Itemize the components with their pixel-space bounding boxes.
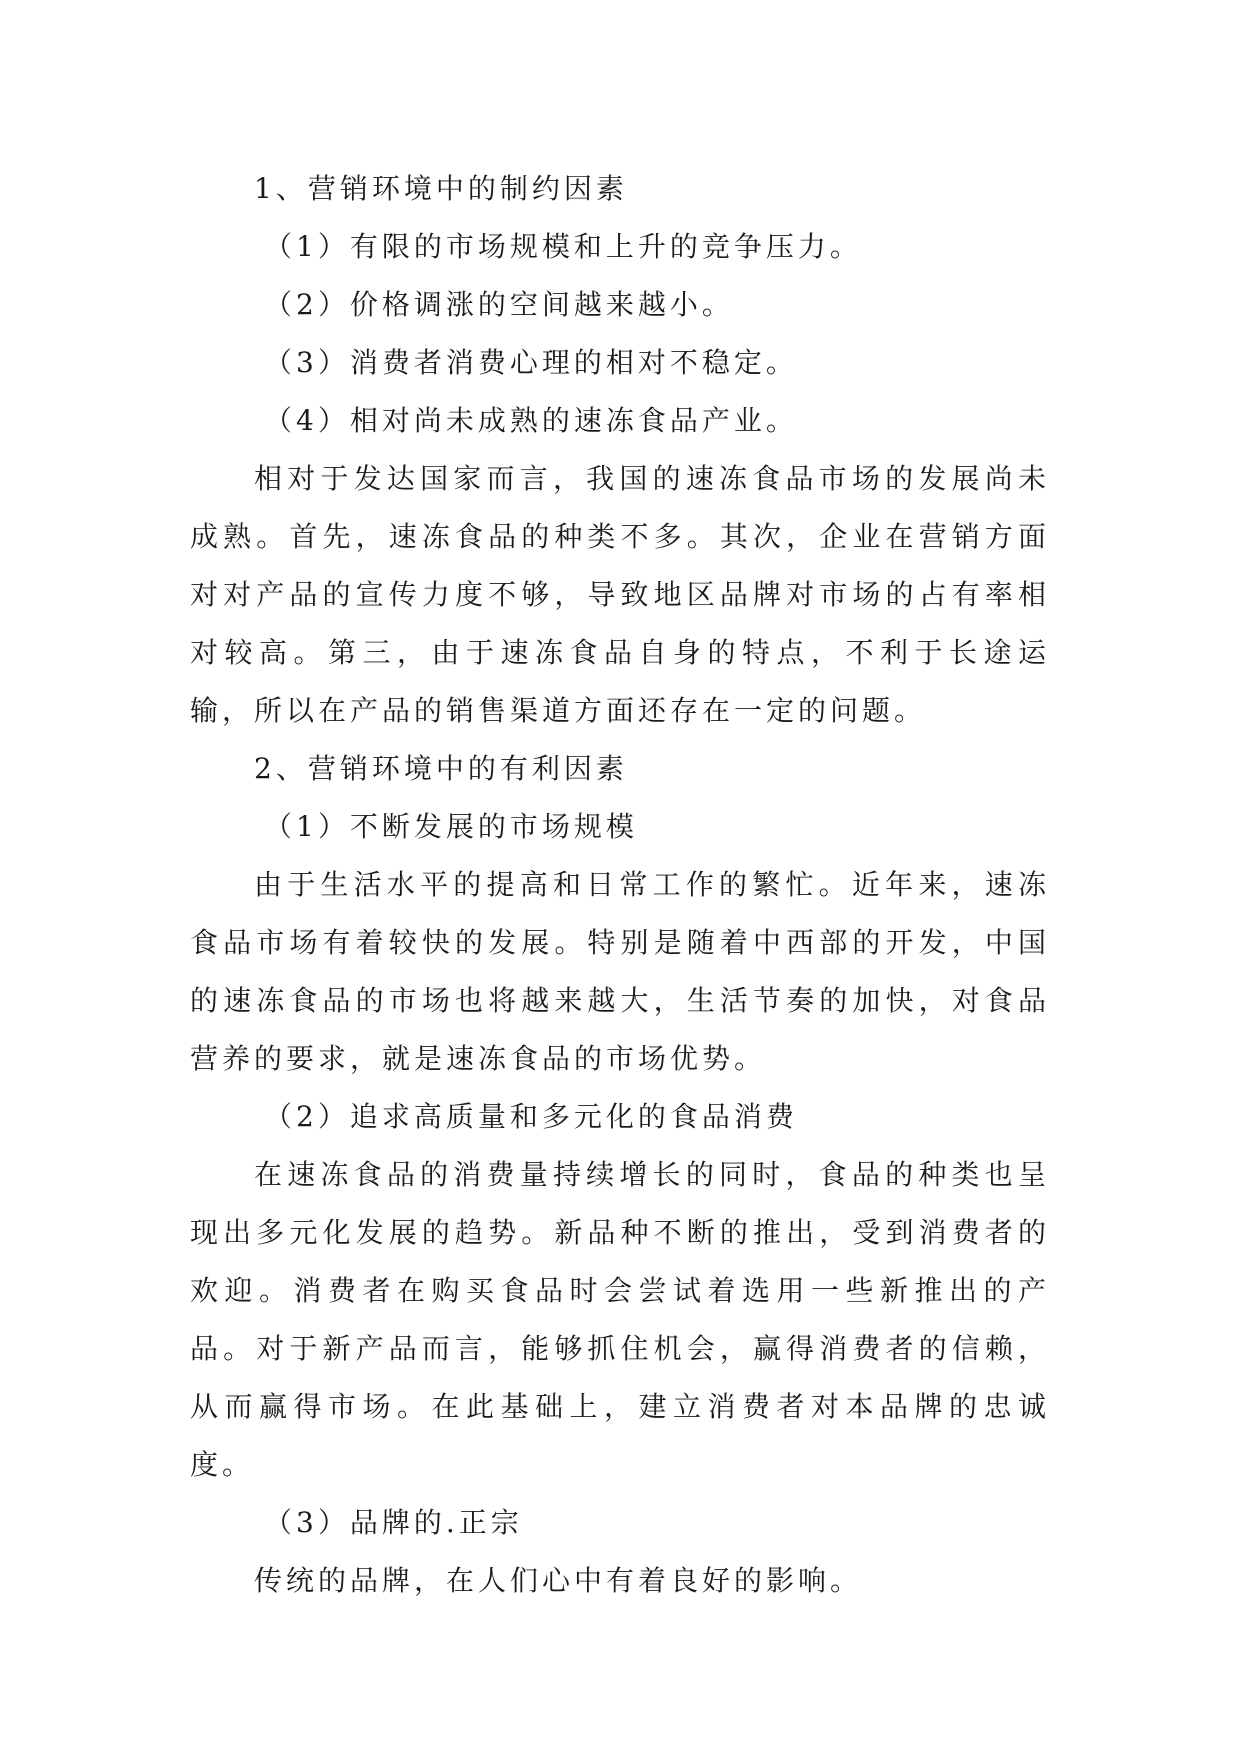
section-1-paragraph: 相对于发达国家而言，我国的速冻食品市场的发展尚未成熟。首先，速冻食品的种类不多。其次，企业在营销方面对对产品的宣传力度不够，导致地区品牌对市场的占有率相对较高。第三，由于速冻食品自身的特点，不利于长途运输，所以在产品的销售渠道方面还存在一定的问题。 bbox=[190, 462, 1050, 727]
subsection-3-title: （3）品牌的.正宗 bbox=[264, 1506, 523, 1539]
list-item: （1）有限的市场规模和上升的竞争压力。 bbox=[264, 230, 862, 263]
subsection-1-paragraph: 由于生活水平的提高和日常工作的繁忙。近年来，速冻食品市场有着较快的发展。特别是随着中西部的开发，中国的速冻食品的市场也将越来越大，生活节奏的加快，对食品营养的要求，就是速冻食品的市场优势。 bbox=[190, 868, 1050, 1075]
subsection-1-title: （1）不断发展的市场规模 bbox=[264, 810, 638, 843]
subsection-2-title: （2）追求高质量和多元化的食品消费 bbox=[264, 1100, 798, 1133]
list-item: （2）价格调涨的空间越来越小。 bbox=[264, 288, 734, 321]
document-page bbox=[190, 160, 1050, 1610]
subsection-2-paragraph: 在速冻食品的消费量持续增长的同时，食品的种类也呈现出多元化发展的趋势。新品种不断的推出，受到消费者的欢迎。消费者在购买食品时会尝试着选用一些新推出的产品。对于新产品而言，能够抓住机会，赢得消费者的信赖，从而赢得市场。在此基础上，建立消费者对本品牌的忠诚度。 bbox=[190, 1158, 1050, 1481]
subsection-3-paragraph: 传统的品牌，在人们心中有着良好的影响。 bbox=[254, 1564, 863, 1597]
list-item: （4）相对尚未成熟的速冻食品产业。 bbox=[264, 404, 798, 437]
section-1-heading: 1、营销环境中的制约因素 bbox=[254, 172, 628, 205]
section-2-heading: 2、营销环境中的有利因素 bbox=[254, 752, 628, 785]
list-item: （3）消费者消费心理的相对不稳定。 bbox=[264, 346, 798, 379]
